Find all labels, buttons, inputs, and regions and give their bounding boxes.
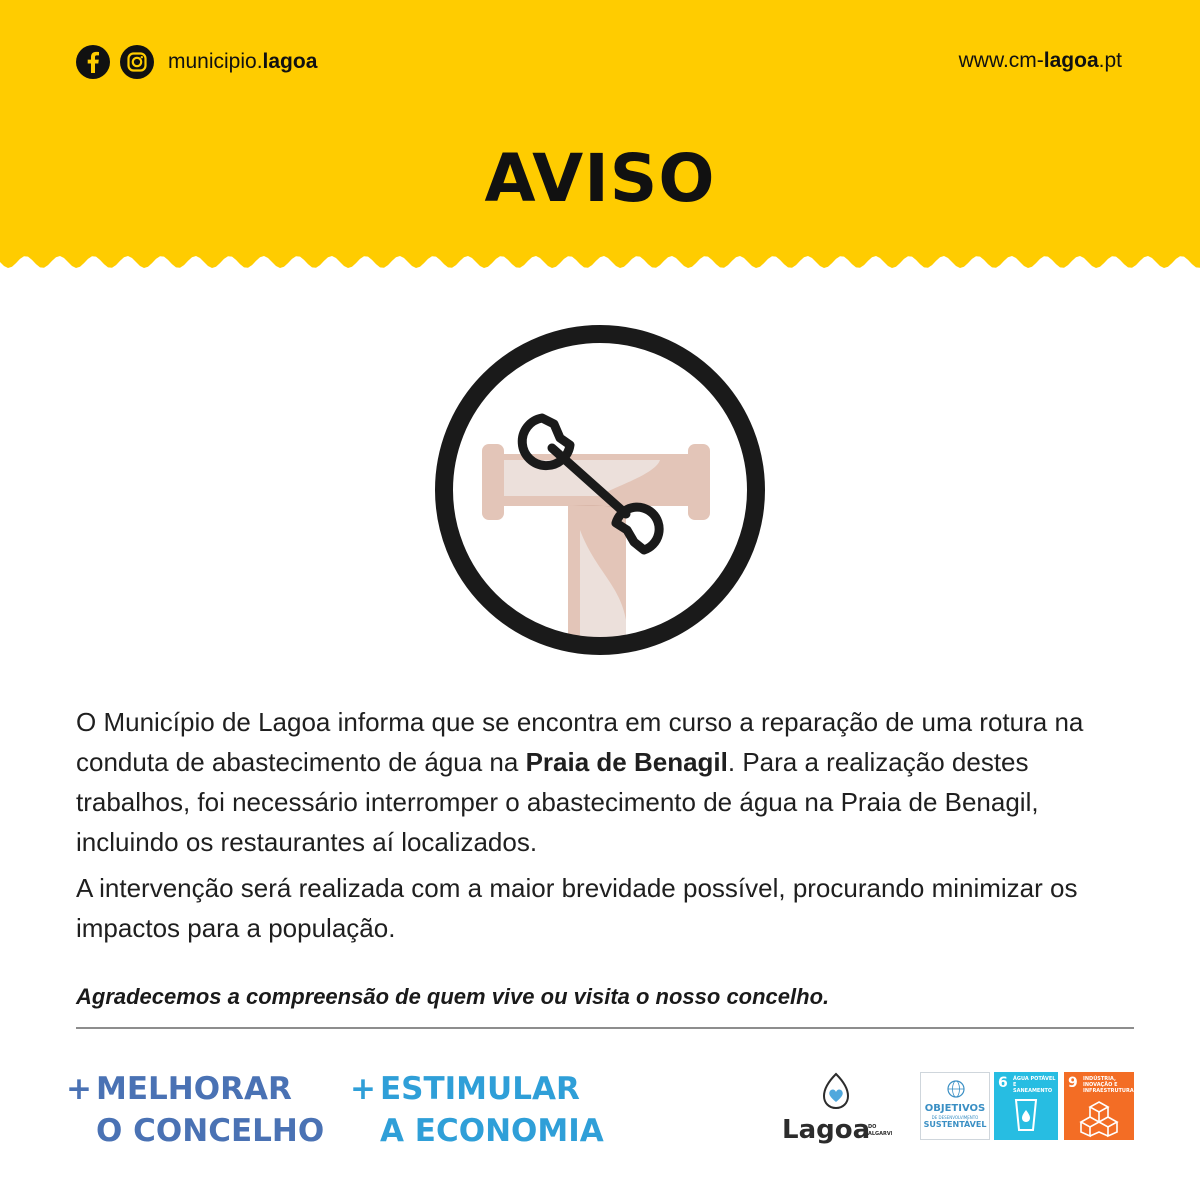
sdg-goal-9-badge [1064,1072,1138,1140]
sdg-goal-label: ÁGUA POTÁVEL E SANEAMENTO [1013,1076,1056,1094]
svg-text:DO: DO [868,1124,877,1130]
svg-text:Lagoa: Lagoa [782,1115,871,1144]
instagram-icon[interactable] [120,45,154,79]
plus-sign: + [66,1071,92,1107]
notice-body [76,702,1136,948]
notice-paragraph-1: O Município de Lagoa informa que se encontra em curso a reparação de uma rotura na conduta de abastecimento de água na Praia de Benagil. Para a realização destes trabalhos, foi necessário interromper o abastecimento de água na Praia de Benagil, incluindo os restaurantes aí localizados. [76,707,1084,857]
sdg-main-badge [920,1072,990,1140]
sdg-main-title: OBJETIVOS [924,1103,986,1114]
plus-sign: + [350,1071,376,1107]
website-link[interactable]: www.cm-lagoa.pt [958,49,1122,72]
sdg-goal-number: 9 [1068,1075,1078,1091]
sdg-main-subtitle: DE DESENVOLVIMENTO [931,1115,979,1120]
pipe-repair-icon [430,320,770,660]
cubes-icon [1064,1072,1138,1140]
lagoa-logo[interactable] [780,1070,892,1144]
sdg-goal-number: 6 [998,1075,1008,1091]
slogan-line-1: MELHORAR [96,1071,292,1107]
social-handle[interactable]: municipio.lagoa [168,50,318,73]
social-links [76,44,317,80]
sdg-main-subtitle-2: SUSTENTÁVEL [923,1120,987,1129]
water-glass-icon [994,1072,1058,1140]
slogan-estimular [350,1068,604,1152]
un-globe-icon [921,1073,991,1103]
sdg-goal-label: INDÚSTRIA, INOVAÇÃO E INFRAESTRUTURAS [1083,1076,1138,1094]
page-title: AVISO [484,140,716,217]
notice-paragraph-2: A intervenção será realizada com a maior brevidade possível, procurando minimizar os impactos para a população. [76,873,1078,943]
slogan-line-2: O CONCELHO [96,1113,325,1149]
facebook-icon[interactable] [76,45,110,79]
divider [76,1027,1134,1029]
sdg-goal-6-badge [994,1072,1058,1140]
svg-text:ALGARVE: ALGARVE [868,1131,892,1137]
slogan-line-2: A ECONOMIA [380,1113,604,1149]
thanks-note: Agradecemos a compreensão de quem vive ou visita o nosso concelho. [76,984,830,1009]
slogan-line-1: ESTIMULAR [380,1071,580,1107]
drop-heart-icon [824,1074,848,1108]
slogan-melhorar [66,1068,325,1152]
